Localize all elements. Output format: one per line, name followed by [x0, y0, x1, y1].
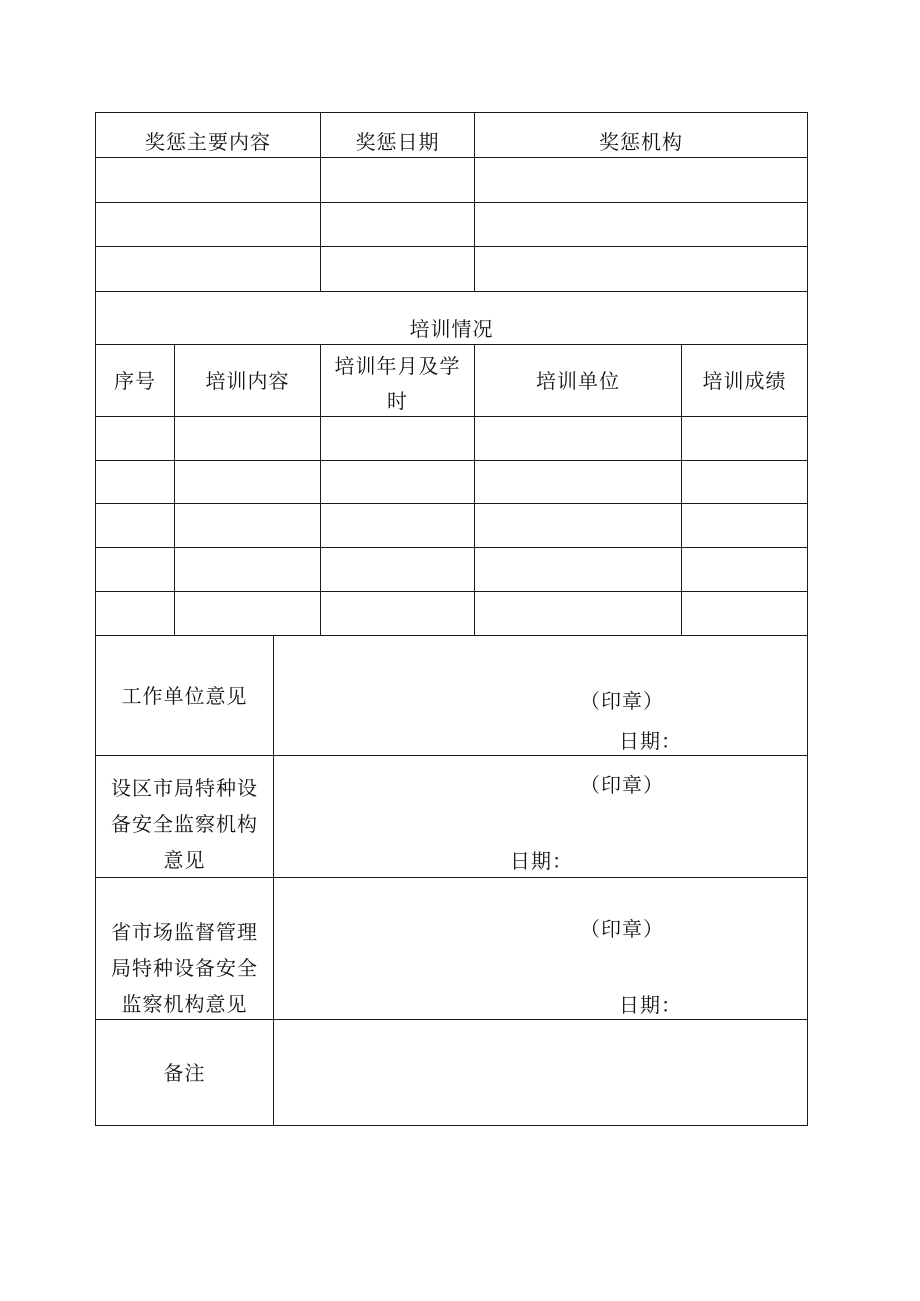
- city-opinion-label: 备安全监察机构: [111, 812, 258, 836]
- city-opinion-label: 意见: [163, 848, 206, 872]
- province-opinion-label: 局特种设备安全: [111, 956, 258, 980]
- row-divider: [95, 591, 808, 592]
- rewards-header-date: 奖惩日期: [355, 130, 440, 154]
- work-unit-opinion-label: 工作单位意见: [121, 684, 248, 708]
- work-unit-seal: （印章）: [580, 689, 664, 713]
- training-header-score: 培训成绩: [702, 369, 787, 393]
- row-divider: [95, 291, 808, 292]
- training-header-content: 培训内容: [205, 369, 290, 393]
- training-title: 培训情况: [409, 317, 494, 341]
- training-header-no: 序号: [114, 369, 156, 393]
- province-opinion-label: 监察机构意见: [121, 992, 248, 1016]
- row-divider: [95, 635, 808, 636]
- row-divider: [95, 503, 808, 504]
- province-opinion-label: 省市场监督管理: [111, 920, 258, 944]
- table-border-top: [95, 112, 808, 113]
- training-header-period-cont: 时: [387, 389, 408, 413]
- rewards-header-content: 奖惩主要内容: [145, 130, 271, 154]
- province-seal: （印章）: [580, 917, 664, 941]
- rewards-header-agency: 奖惩机构: [599, 130, 683, 154]
- col-divider: [273, 635, 274, 1126]
- city-seal: （印章）: [580, 773, 664, 797]
- training-header-unit: 培训单位: [536, 369, 620, 393]
- table-border-right: [807, 112, 808, 1126]
- city-opinion-label: 设区市局特种设: [111, 776, 258, 800]
- table-border-bottom: [95, 1125, 808, 1126]
- province-date: 日期：: [619, 993, 682, 1017]
- row-divider: [95, 246, 808, 247]
- row-divider: [95, 460, 808, 461]
- row-divider: [95, 202, 808, 203]
- row-divider: [95, 547, 808, 548]
- training-header-period: 培训年月及学: [334, 354, 461, 378]
- city-date: 日期：: [510, 849, 573, 873]
- remarks-label: 备注: [163, 1061, 206, 1085]
- row-divider: [95, 755, 808, 756]
- remarks-field[interactable]: [285, 1035, 795, 1115]
- work-unit-date: 日期：: [619, 729, 682, 753]
